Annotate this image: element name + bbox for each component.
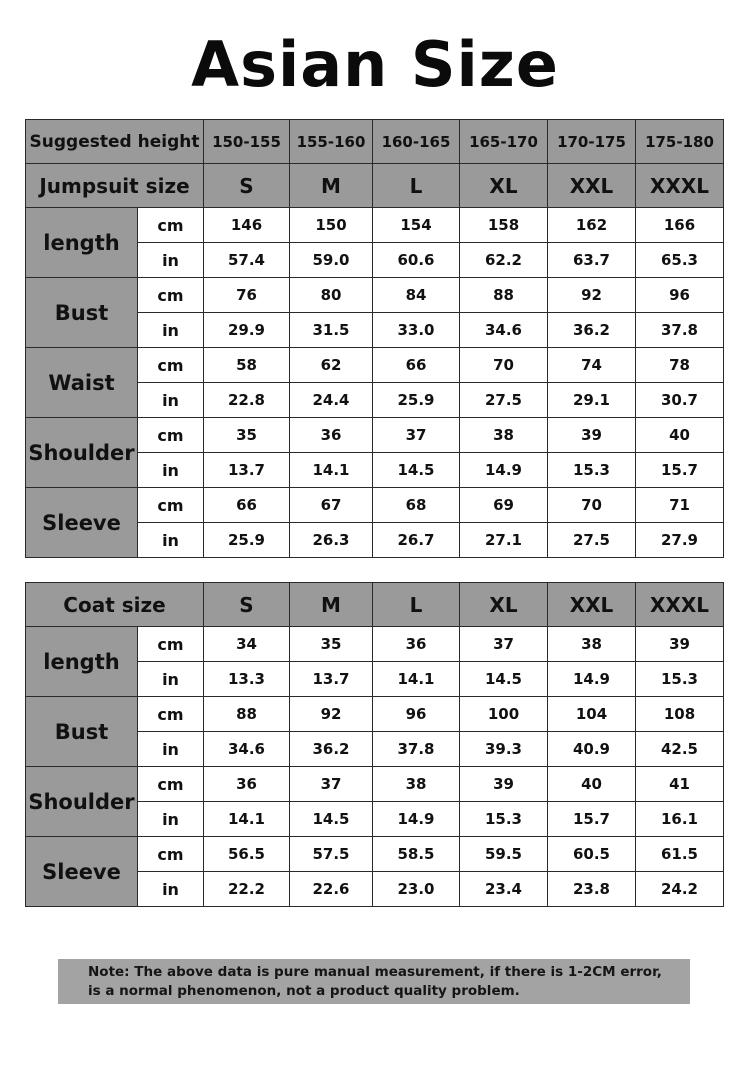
value-cell: 40 [548, 767, 636, 802]
value-cell: 40.9 [548, 732, 636, 767]
value-cell: 35 [204, 418, 290, 453]
value-cell: 34.6 [460, 313, 548, 348]
value-cell: 24.2 [636, 872, 724, 907]
measurement-name: length [26, 208, 138, 278]
value-cell: 13.7 [204, 453, 290, 488]
value-cell: 27.5 [548, 523, 636, 558]
value-cell: 22.6 [290, 872, 373, 907]
value-cell: 166 [636, 208, 724, 243]
size-label: Jumpsuit size [26, 164, 204, 208]
size-label: Coat size [26, 583, 204, 627]
value-cell: 36.2 [548, 313, 636, 348]
value-cell: 40 [636, 418, 724, 453]
measurement-row [26, 837, 724, 872]
size-header-cell: XXXL [636, 583, 724, 627]
value-cell: 61.5 [636, 837, 724, 872]
value-cell: 57.5 [290, 837, 373, 872]
value-cell: 60.5 [548, 837, 636, 872]
measurement-row [26, 418, 724, 453]
value-cell: 59.0 [290, 243, 373, 278]
value-cell: 39 [636, 627, 724, 662]
measurement-row [26, 208, 724, 243]
value-cell: 150 [290, 208, 373, 243]
size-header-cell: XXXL [636, 164, 724, 208]
value-cell: 38 [548, 627, 636, 662]
value-cell: 88 [204, 697, 290, 732]
value-cell: 14.1 [290, 453, 373, 488]
unit-label: in [138, 313, 204, 348]
value-cell: 15.7 [548, 802, 636, 837]
value-cell: 22.8 [204, 383, 290, 418]
measurement-note [58, 959, 690, 1004]
size-header-cell: L [373, 583, 460, 627]
value-cell: 36.2 [290, 732, 373, 767]
value-cell: 34 [204, 627, 290, 662]
value-cell: 14.5 [460, 662, 548, 697]
unit-label: in [138, 732, 204, 767]
height-range-cell: 150-155 [204, 120, 290, 164]
measurement-name: Waist [26, 348, 138, 418]
page-title: Asian Size [191, 28, 559, 101]
value-cell: 24.4 [290, 383, 373, 418]
size-row [26, 583, 724, 627]
value-cell: 26.7 [373, 523, 460, 558]
value-cell: 39 [460, 767, 548, 802]
value-cell: 58.5 [373, 837, 460, 872]
value-cell: 162 [548, 208, 636, 243]
value-cell: 74 [548, 348, 636, 383]
note-line-2: is a normal phenomenon, not a product quality problem. [88, 983, 520, 999]
size-row [26, 164, 724, 208]
size-header-cell: L [373, 164, 460, 208]
value-cell: 38 [460, 418, 548, 453]
value-cell: 63.7 [548, 243, 636, 278]
value-cell: 67 [290, 488, 373, 523]
value-cell: 35 [290, 627, 373, 662]
coat-size-table [25, 582, 724, 907]
jumpsuit-size-table [25, 119, 724, 558]
value-cell: 15.3 [548, 453, 636, 488]
value-cell: 84 [373, 278, 460, 313]
measurement-name: Sleeve [26, 488, 138, 558]
measurement-row [26, 697, 724, 732]
height-range-cell: 175-180 [636, 120, 724, 164]
unit-label: in [138, 243, 204, 278]
unit-label: cm [138, 837, 204, 872]
unit-label: in [138, 802, 204, 837]
value-cell: 80 [290, 278, 373, 313]
value-cell: 66 [204, 488, 290, 523]
value-cell: 92 [290, 697, 373, 732]
unit-label: cm [138, 418, 204, 453]
value-cell: 42.5 [636, 732, 724, 767]
value-cell: 92 [548, 278, 636, 313]
value-cell: 56.5 [204, 837, 290, 872]
note-line-1: Note: The above data is pure manual measurement, if there is 1-2CM error, [88, 964, 662, 980]
value-cell: 69 [460, 488, 548, 523]
value-cell: 58 [204, 348, 290, 383]
value-cell: 36 [373, 627, 460, 662]
measurement-name: Shoulder [26, 418, 138, 488]
value-cell: 96 [636, 278, 724, 313]
size-header-cell: M [290, 583, 373, 627]
value-cell: 14.5 [290, 802, 373, 837]
unit-label: cm [138, 348, 204, 383]
value-cell: 62.2 [460, 243, 548, 278]
size-header-cell: XXL [548, 164, 636, 208]
value-cell: 59.5 [460, 837, 548, 872]
unit-label: cm [138, 278, 204, 313]
unit-label: cm [138, 627, 204, 662]
value-cell: 71 [636, 488, 724, 523]
value-cell: 100 [460, 697, 548, 732]
value-cell: 14.1 [204, 802, 290, 837]
measurement-name: Shoulder [26, 767, 138, 837]
value-cell: 29.9 [204, 313, 290, 348]
height-label: Suggested height [26, 120, 204, 164]
unit-label: in [138, 662, 204, 697]
measurement-row [26, 278, 724, 313]
size-header-cell: XL [460, 164, 548, 208]
height-range-cell: 170-175 [548, 120, 636, 164]
value-cell: 68 [373, 488, 460, 523]
value-cell: 78 [636, 348, 724, 383]
value-cell: 37.8 [636, 313, 724, 348]
unit-label: in [138, 383, 204, 418]
value-cell: 27.9 [636, 523, 724, 558]
measurement-row [26, 627, 724, 662]
measurement-name: Bust [26, 697, 138, 767]
value-cell: 14.1 [373, 662, 460, 697]
value-cell: 15.3 [636, 662, 724, 697]
size-header-cell: S [204, 583, 290, 627]
value-cell: 65.3 [636, 243, 724, 278]
value-cell: 37.8 [373, 732, 460, 767]
value-cell: 36 [204, 767, 290, 802]
value-cell: 23.8 [548, 872, 636, 907]
value-cell: 22.2 [204, 872, 290, 907]
value-cell: 108 [636, 697, 724, 732]
value-cell: 31.5 [290, 313, 373, 348]
value-cell: 37 [373, 418, 460, 453]
value-cell: 38 [373, 767, 460, 802]
height-range-cell: 155-160 [290, 120, 373, 164]
height-range-cell: 160-165 [373, 120, 460, 164]
value-cell: 57.4 [204, 243, 290, 278]
value-cell: 62 [290, 348, 373, 383]
value-cell: 37 [460, 627, 548, 662]
value-cell: 70 [548, 488, 636, 523]
value-cell: 60.6 [373, 243, 460, 278]
value-cell: 96 [373, 697, 460, 732]
measurement-row [26, 767, 724, 802]
value-cell: 27.5 [460, 383, 548, 418]
size-header-cell: XXL [548, 583, 636, 627]
value-cell: 36 [290, 418, 373, 453]
value-cell: 76 [204, 278, 290, 313]
unit-label: cm [138, 208, 204, 243]
value-cell: 14.9 [460, 453, 548, 488]
measurement-name: Sleeve [26, 837, 138, 907]
value-cell: 26.3 [290, 523, 373, 558]
height-range-cell: 165-170 [460, 120, 548, 164]
value-cell: 37 [290, 767, 373, 802]
value-cell: 158 [460, 208, 548, 243]
value-cell: 14.5 [373, 453, 460, 488]
value-cell: 88 [460, 278, 548, 313]
unit-label: cm [138, 767, 204, 802]
value-cell: 23.0 [373, 872, 460, 907]
measurement-name: Bust [26, 278, 138, 348]
value-cell: 39 [548, 418, 636, 453]
value-cell: 33.0 [373, 313, 460, 348]
value-cell: 14.9 [548, 662, 636, 697]
value-cell: 41 [636, 767, 724, 802]
value-cell: 13.3 [204, 662, 290, 697]
value-cell: 39.3 [460, 732, 548, 767]
value-cell: 154 [373, 208, 460, 243]
size-header-cell: M [290, 164, 373, 208]
value-cell: 16.1 [636, 802, 724, 837]
unit-label: cm [138, 488, 204, 523]
measurement-name: length [26, 627, 138, 697]
value-cell: 66 [373, 348, 460, 383]
unit-label: in [138, 523, 204, 558]
height-row [26, 120, 724, 164]
value-cell: 15.7 [636, 453, 724, 488]
measurement-row [26, 348, 724, 383]
unit-label: in [138, 872, 204, 907]
value-cell: 30.7 [636, 383, 724, 418]
size-header-cell: S [204, 164, 290, 208]
value-cell: 29.1 [548, 383, 636, 418]
value-cell: 15.3 [460, 802, 548, 837]
unit-label: cm [138, 697, 204, 732]
value-cell: 104 [548, 697, 636, 732]
value-cell: 146 [204, 208, 290, 243]
value-cell: 14.9 [373, 802, 460, 837]
value-cell: 25.9 [373, 383, 460, 418]
value-cell: 23.4 [460, 872, 548, 907]
value-cell: 34.6 [204, 732, 290, 767]
value-cell: 25.9 [204, 523, 290, 558]
value-cell: 13.7 [290, 662, 373, 697]
measurement-row [26, 488, 724, 523]
size-header-cell: XL [460, 583, 548, 627]
unit-label: in [138, 453, 204, 488]
value-cell: 70 [460, 348, 548, 383]
value-cell: 27.1 [460, 523, 548, 558]
